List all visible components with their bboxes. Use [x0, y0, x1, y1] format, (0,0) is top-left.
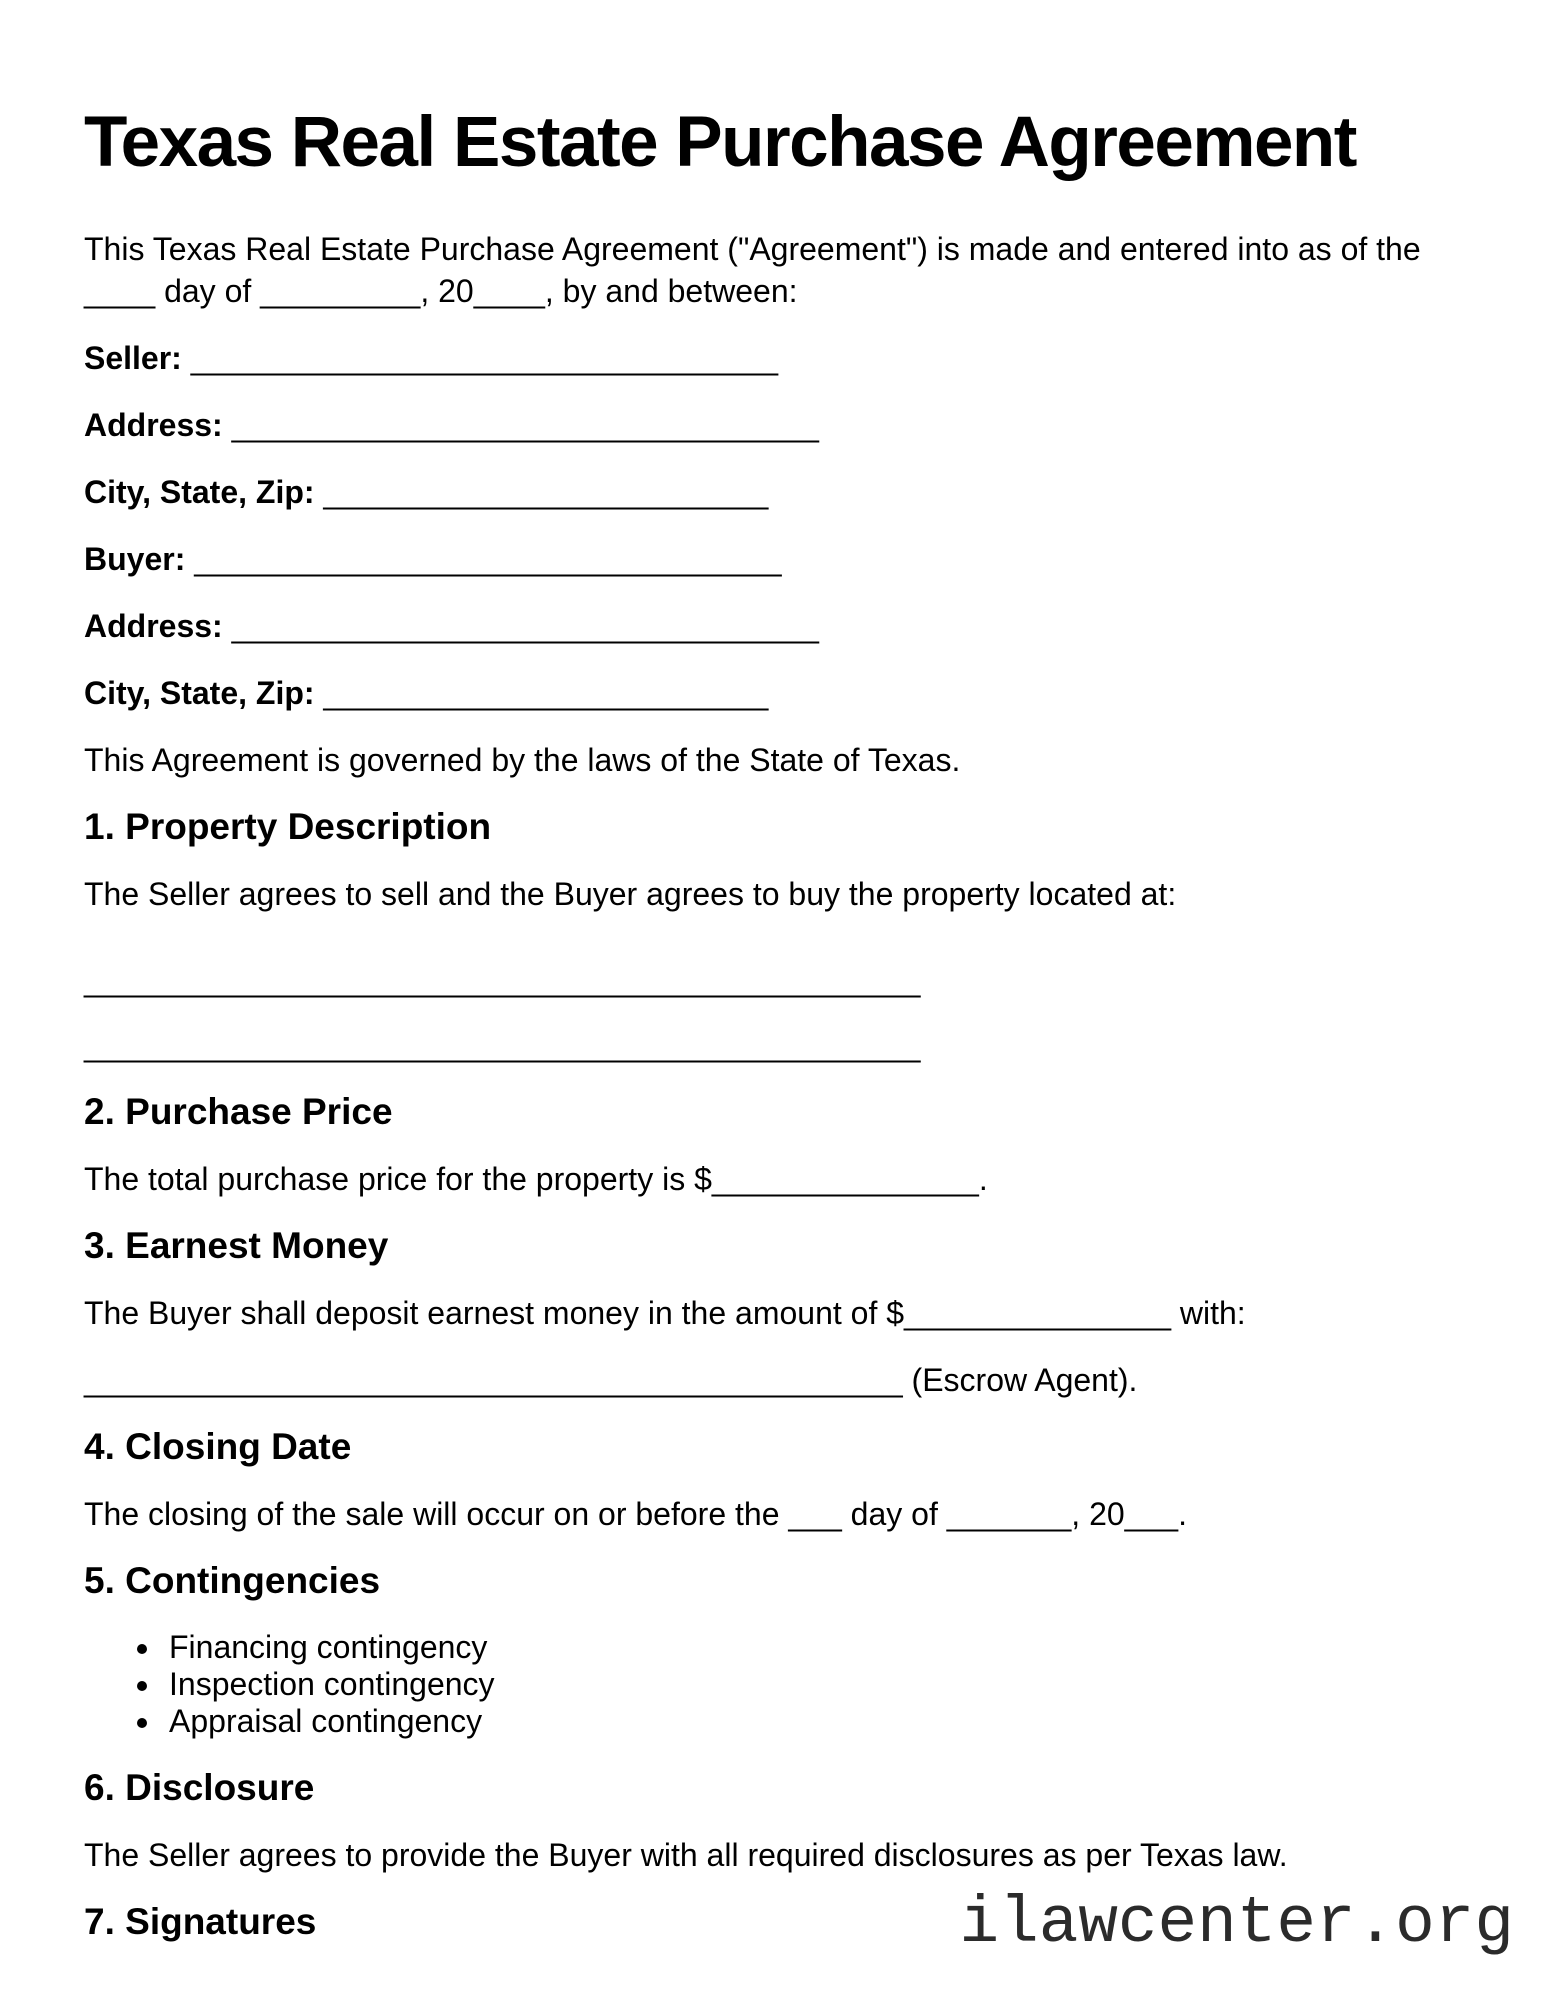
- property-blank-line-1: _______________________________________________: [84, 962, 921, 999]
- section-heading-earnest-money: 3. Earnest Money: [84, 1225, 389, 1267]
- buyer-field: [84, 538, 1470, 580]
- buyer-address-blank-line: _________________________________: [231, 608, 819, 645]
- list-item-financing-contingency: • Financing contingency: [163, 1629, 1470, 1666]
- buyer-address-field: [84, 605, 1470, 647]
- page-title: Texas Real Estate Purchase Agreement: [84, 103, 1356, 182]
- property-blank-line-2: _______________________________________________: [84, 1027, 921, 1064]
- contingency-list: [84, 1629, 1470, 1740]
- seller-address-field: [84, 404, 1470, 446]
- property-description-text: The Seller agrees to sell and the Buyer agrees to buy the property located at:: [84, 876, 1177, 913]
- list-item-inspection-contingency: • Inspection contingency: [163, 1666, 1470, 1703]
- disclosure-text: The Seller agrees to provide the Buyer with all required disclosures as per Texas law.: [84, 1837, 1288, 1874]
- section-heading-contingencies: 5. Contingencies: [84, 1560, 381, 1602]
- seller-blank-line: _________________________________: [190, 340, 779, 377]
- seller-city-state-zip-blank-line: _________________________: [323, 474, 769, 511]
- buyer-city-state-zip-field: [84, 672, 1470, 714]
- intro-paragraph: This Texas Real Estate Purchase Agreement ("Agreement") is made and entered into as of the ____ day of _________, 20____, by and between:: [84, 231, 1421, 310]
- closing-date-text: The closing of the sale will occur on or before the ___ day of _______, 20___.: [84, 1496, 1187, 1533]
- section-heading-closing-date: 4. Closing Date: [84, 1426, 352, 1468]
- buyer-label: Buyer:: [84, 541, 186, 578]
- buyer-blank-line: _________________________________: [194, 541, 782, 578]
- seller-city-state-zip-label: City, State, Zip:: [84, 474, 315, 511]
- buyer-city-state-zip-label: City, State, Zip:: [84, 675, 315, 712]
- section-heading-purchase-price: 2. Purchase Price: [84, 1091, 393, 1133]
- watermark-text: ilawcenter.org: [959, 1886, 1514, 1961]
- section-heading-property-description: 1. Property Description: [84, 806, 492, 848]
- buyer-city-state-zip-blank-line: _________________________: [323, 675, 769, 712]
- buyer-address-label: Address:: [84, 608, 223, 645]
- governing-law-text: This Agreement is governed by the laws of the State of Texas.: [84, 742, 961, 779]
- purchase-price-text: The total purchase price for the property is $_______________.: [84, 1161, 988, 1198]
- section-heading-disclosure: 6. Disclosure: [84, 1767, 315, 1809]
- seller-field: [84, 337, 1470, 379]
- seller-address-label: Address:: [84, 407, 223, 444]
- escrow-agent-line: ______________________________________________ (Escrow Agent).: [84, 1362, 1138, 1399]
- section-heading-signatures: 7. Signatures: [84, 1901, 317, 1943]
- seller-address-blank-line: _________________________________: [231, 407, 819, 444]
- seller-city-state-zip-field: [84, 471, 1470, 513]
- seller-label: Seller:: [84, 340, 182, 377]
- list-item-appraisal-contingency: • Appraisal contingency: [163, 1703, 1470, 1740]
- earnest-money-text: The Buyer shall deposit earnest money in the amount of $_______________ with:: [84, 1295, 1246, 1332]
